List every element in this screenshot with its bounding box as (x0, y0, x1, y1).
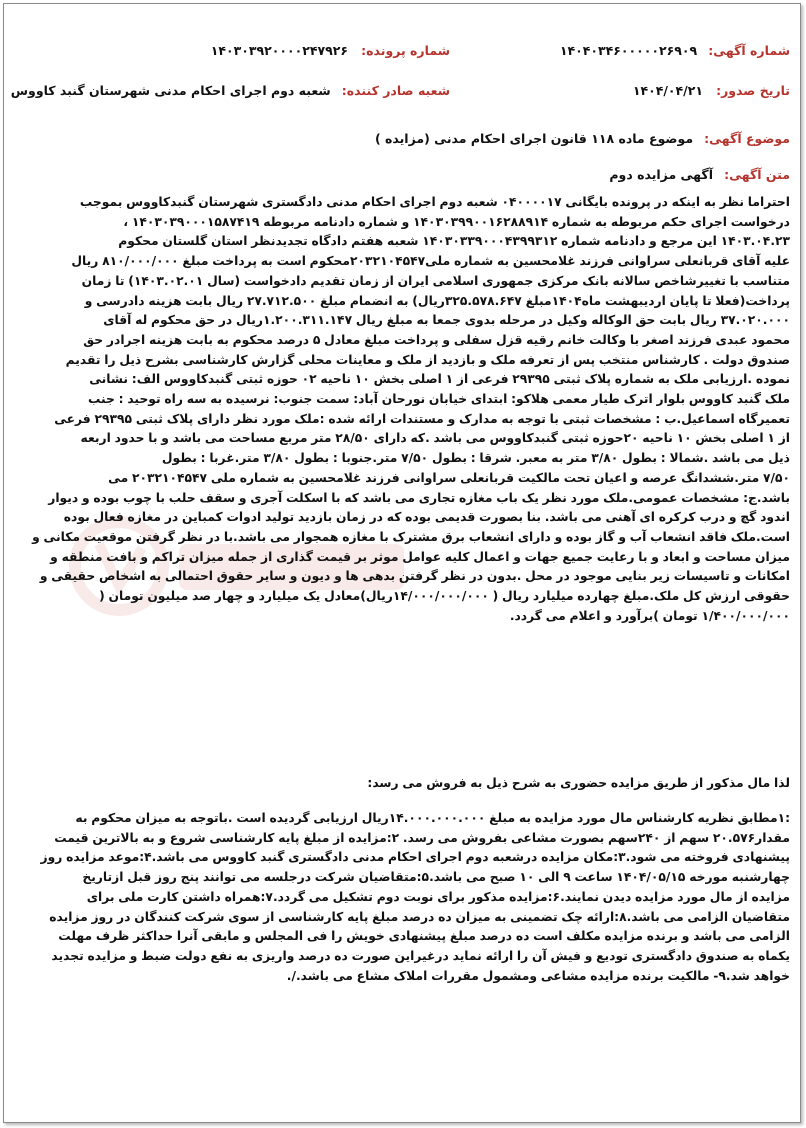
document-content (4, 4, 800, 1122)
text-line: امکانات و تاسیسات زیر بنایی موجود در محل .بدون در نظر گرفتن بدهی ها و دیون و سایر حقوق احتمالی به اشخاص حقیقی و (39, 569, 790, 584)
text-line: است.ملک فاقد انشعاب آب و گاز بوده و دارای انشعاب برق مشترک با مغازه همجوار می باشد.با در نظر گرفتن موقعیت مکانی و (32, 529, 790, 544)
text-line: ۳۷.۰۲۰.۰۰۰ ریال بابت حق الوکاله وکیل در مرحله بدوی جمعا به مبلغ ریال ۱.۲۰۰.۳۱۱.۱۴۷ریال در حق محکوم له آقای (103, 313, 790, 328)
text-line: یکماه به صندوق دادگستری تودیع و فیش آن را ارائه نماید درغیراین صورت ده درصد واریزی به نفع دولت ضبط و مزایده تجدید (51, 948, 790, 963)
case-number: ۱۴۰۳۰۳۹۲۰۰۰۰۲۴۷۹۲۶ (210, 43, 349, 58)
issuer: شعبه دوم اجرای احکام مدنی شهرستان گنبد کاووس (10, 83, 331, 98)
text-line: محمود عبدی فرزند اصغر با وکالت خانم رقیه قزل سفلی و پرداخت مبلغ معادل ۵ درصد محکوم به بابت هزینه اجرادر حق (83, 332, 790, 347)
text-line: درخواست اجرای حکم مربوطه به شماره ۱۴۰۳۰۳۹۹۰۰۱۶۲۸۸۹۱۴ و شماره دادنامه مربوطه ۱۴۰۳۰۳۹۰۰۰۱۵۸۷۴۱۹ ، (123, 214, 790, 229)
case-number-label: شماره پرونده: (361, 43, 450, 58)
text-line: از ۱ اصلی بخش ۱۰ ناحیه ۲۰حوزه ثبتی گنبدکاووس می باشد .که دارای ۲۸/۵۰ متر مربع مساحت می باشد و با حدود اربعه (80, 431, 790, 446)
paragraph-main (18, 193, 790, 626)
text-line: الزامی می باشد و برنده مزایده مکلف است ده درصد مبلغ پیشنهادی خویش را فی المجلس و مابقی آنرا حداکثر ظرف مهلت (58, 929, 790, 944)
issue-date-row (633, 80, 790, 99)
text-line: ۱۴۰۳.۰۴.۲۳ این مرجع و دادنامه شماره ۱۴۰۳۰۳۳۹۰۰۰۴۳۹۹۳۱۲ شعبه هفتم دادگاه تجدیدنظر استان گلستان محکوم (118, 234, 790, 249)
ad-number-label: شماره آگهی: (708, 43, 790, 58)
ad-number-row (560, 40, 790, 59)
text-line: حقوقی ارزش کل ملک.مبلغ چهارده میلیارد ریال ( ۱۴/۰۰۰/۰۰۰/۰۰۰ریال)معادل یک میلیارد و چهار صد میلیون تومان ( (99, 589, 790, 604)
text-line: علیه آقای قربانعلی سراوانی فرزند غلامحسین به شماره ملی۲۰۳۲۱۰۴۵۴۷محکوم است به پرداخت مبلغ ۸۱۰/۰۰۰/۰۰۰ ریال (71, 254, 790, 269)
text-line: :۱مطابق نظریه کارشناس مال مورد مزایده به مبلغ ۱۴.۰۰۰.۰۰۰.۰۰۰ریال ارزیابی گردیده است .باتوجه به میزان محکوم به (75, 811, 790, 825)
text-line: ذیل می باشد .شمالا : بطول ۳/۸۰ متر به معبر. شرقا : بطول ۷/۵۰ متر.جنوبا : بطول ۳/۸۰ متر.غربا : بطول (161, 451, 790, 466)
text-line: میزان مساحت و ابعاد و با رعایت جمیع جهات و اعمال کلیه عوامل موثر بر قیمت گذاری از جمله میزان تراکم و بافت منطقه و (50, 549, 790, 564)
body-title-label: متن آگهی: (724, 167, 790, 182)
text-line: باشد.ج: مشخصات عمومی.ملک مورد نظر یک باب مغازه تجاری می باشد که با اسکلت آجری و سقف حلب با چوب بوده و دیوار (48, 490, 790, 505)
issue-date: ۱۴۰۴/۰۴/۲۱ (632, 83, 703, 98)
text-line: پیشنهادی فروخته می شود.۳:مکان مزایده درشعبه دوم اجرای احکام مدنی دادگستری گنبد کاووس می باشد.۴:موعد مزایده روز (40, 850, 790, 865)
issue-date-label: تاریخ صدور: (716, 83, 790, 98)
text-line: ۱/۴۰۰/۰۰۰/۰۰۰ تومان )برآورد و اعلام می گردد. (509, 608, 790, 623)
text-line: تعمیرگاه اسماعیل.ب : مشخصات ثبتی با توجه به مدارک و مستندات ارائه شده :ملک مورد نظر دارای پلاک ثبتی ۲۹۳۹۵ فرعی (54, 411, 790, 426)
body-title-value: آگهی مزایده دوم (609, 167, 713, 182)
text-line: احتراما نظر به اینکه در پرونده بایگانی ۰۴۰۰۰۰۱۷ شعبه دوم اجرای احکام مدنی دادگستری شهرستان گنبدکاووس بموجب (79, 195, 790, 209)
text-line: مزایده از مال مورد مزایده دیدن نمایند.۶:مزایده مذکور برای نوبت دوم تشکیل می گردد.۷:همراه داشتن کارت ملی برای (86, 889, 790, 904)
text-line: ملک گنبد کاووس بلوار اترک طیار معمی هلاکو: ابتدای خیابان نورحان آباد: سمت جنوب: نرسیده به سه راه توحید : جنب (87, 392, 790, 407)
subject-value: موضوع ماده ۱۱۸ قانون اجرای احکام مدنی (مزایده ) (374, 131, 694, 146)
subject-row (375, 128, 790, 147)
text-line: نموده .ارزیابی ملک به شماره پلاک ثبتی ۲۹۳۹۵ فرعی از ۱ اصلی بخش ۱۰ ناحیه ۰۲ حوزه ثبتی گنبدکاووس الف: نشانی (89, 372, 790, 387)
case-number-row (211, 40, 450, 59)
paragraph-conditions (18, 809, 790, 986)
text-line: اندود گچ و درب کرکره ای آهنی می باشد. بنا بصورت قدیمی بوده که در زمان بازدید تولید ادوات کمباین در مغازه فعال بوده (63, 510, 790, 525)
text-line: خواهد شد.۹- مالکیت برنده مزایده مشاعی ومشمول مقررات املاک مشاع می باشد./. (286, 968, 790, 983)
issuer-row (11, 80, 450, 99)
text-line: چهارشنبه مورخه ۱۴۰۴/۰۵/۱۵ ساعت ۹ الی ۱۰ صبح می باشد.۵:متقاضیان شرکت درجلسه می توانند پنج روز قبل ازتاریخ (82, 870, 790, 885)
text-line: لذا مال مذکور از طریق مزایده حضوری به شرح ذیل به فروش می رسد: (367, 776, 790, 790)
ad-number: ۱۴۰۴۰۳۴۶۰۰۰۰۰۲۶۹۰۹ (559, 43, 698, 58)
document-frame (3, 3, 801, 1123)
text-line: مقدار۲۰.۵۷۶ سهم از ۲۴۰سهم بصورت مشاعی بفروش می رسد. ۲:مزایده از مبلغ پایه کارشناسی شروع و به بالاترین قیمت (54, 830, 790, 845)
subject-label: موضوع آگهی: (704, 131, 790, 146)
paragraph-sale-intro (18, 774, 790, 794)
text-line: متقاضیان الزامی می باشد.۸:ارائه چک تضمینی به میزان ده درصد مبلغ پایه کارشناسی از سوی شرکت کنندگان در روز مزایده (49, 909, 790, 924)
text-line: پرداخت(فعلا تا پایان اردیبهشت ماه۱۴۰۴مبلغ ۳۲۵.۵۷۸.۶۴۷ریال) به انضمام مبلغ ۲۷.۷۱۲.۵۰۰ ریال بابت هزینه دادرسی و (84, 293, 790, 308)
text-line: ۷/۵۰ متر.ششدانگ عرصه و اعیان تحت مالکیت قربانعلی سراوانی فرزند غلامحسین به شماره ملی ۲۰۳۲۱۰۴۵۴۷ می (108, 470, 790, 485)
text-line: صندوق دولت . کارشناس منتخب پس از تعرفه ملک و بازدید از ملک و معاینات محلی گزارش کارشناسی بشرح ذیل را تقدیم (65, 352, 790, 367)
issuer-label: شعبه صادر کننده: (341, 83, 450, 98)
body-title-row (609, 164, 790, 183)
text-line: متناسب با تغییرشاخص سالانه بانک مرکزی جمهوری اسلامی ایران از زمان تقدیم دادخواست (سال ۱۴۰۳.۰۲.۰۱) تا زمان (81, 273, 790, 288)
